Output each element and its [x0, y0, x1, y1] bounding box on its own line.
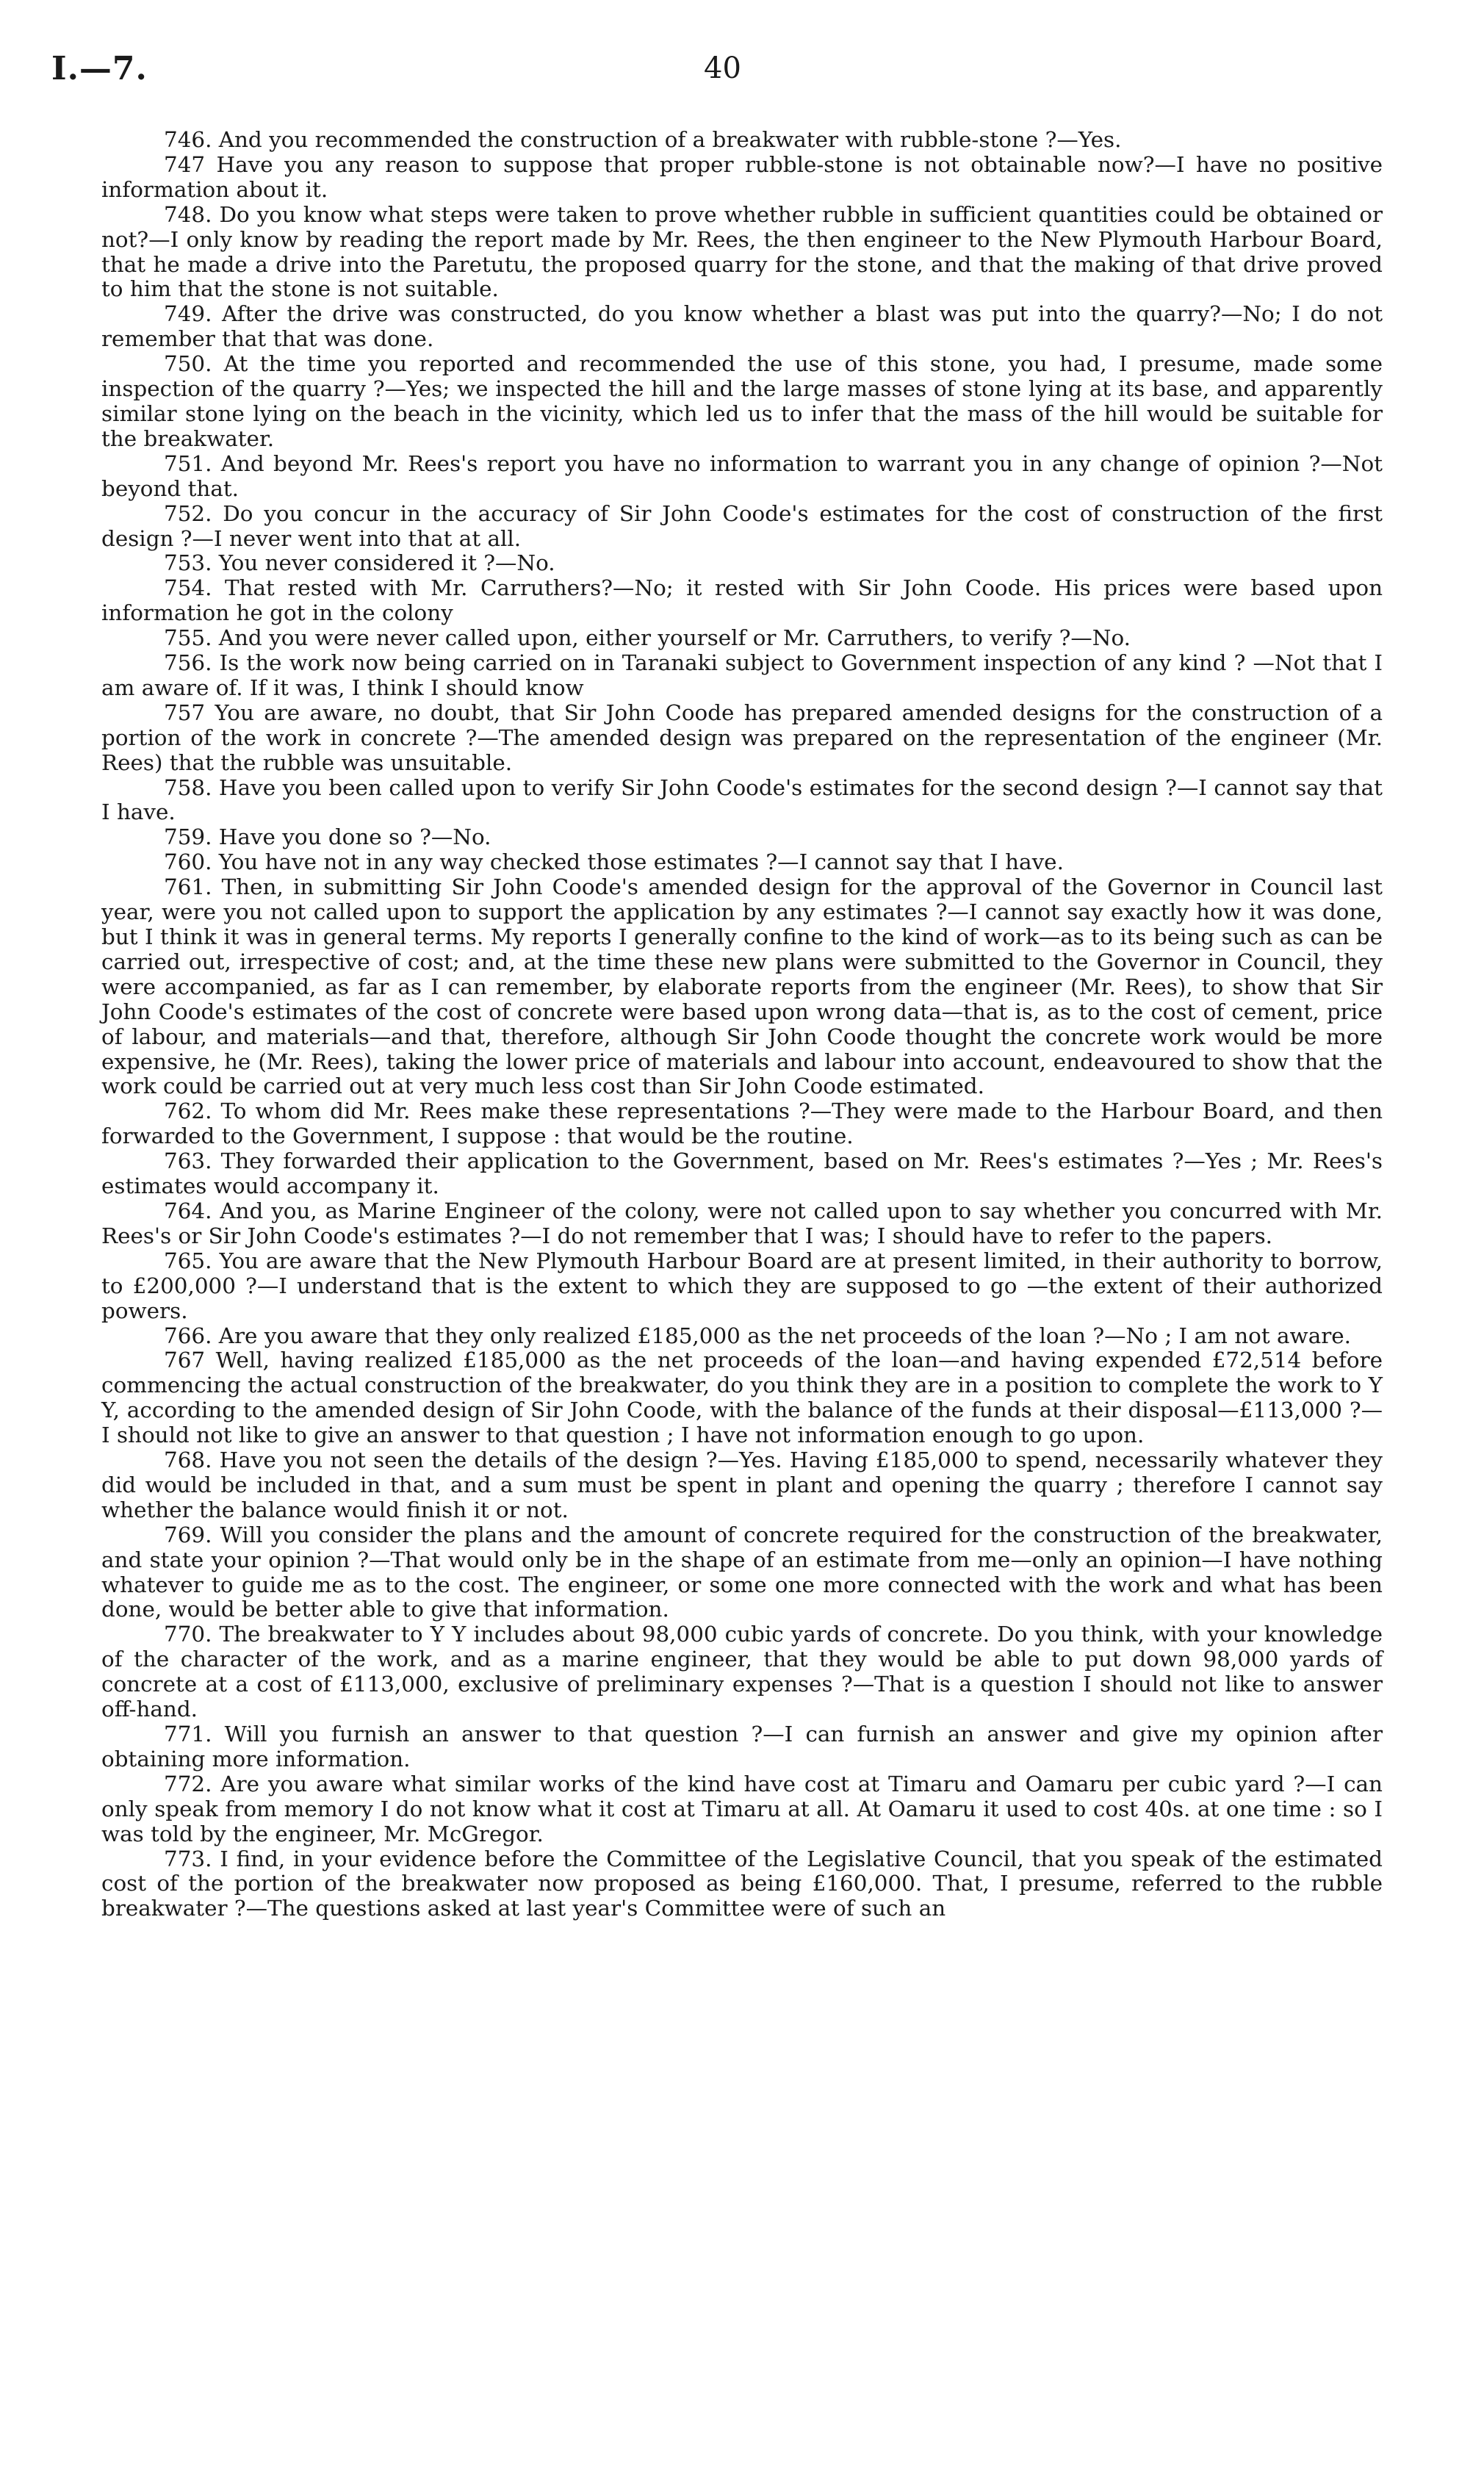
page-header	[51, 44, 1383, 96]
question-paragraph: 762. To whom did Mr. Rees make these representations ?—They were made to the Harbour Board, and then forwarded to the Government, I suppose : that would be the routine.	[101, 1098, 1383, 1149]
question-paragraph: 754. That rested with Mr. Carruthers?—No; it rested with Sir John Coode. His prices were based upon information he got in the colony	[101, 575, 1383, 626]
question-paragraph: 766. Are you aware that they only realized £185,000 as the net proceeds of the loan ?—No ; I am not aware.	[164, 1323, 1352, 1348]
question-paragraph: 771. Will you furnish an answer to that question ?—I can furnish an answer and give my opinion after obtaining more information.	[101, 1722, 1383, 1771]
question-paragraph: 759. Have you done so ?—No.	[164, 824, 491, 850]
question-paragraph: 770. The breakwater to Y Y includes about 98,000 cubic yards of concrete. Do you think, with your knowledge of the character of the work, and as a marine engineer, that they would be able to put down 98,000 yards of concrete at a cost of £113,000, exclusive of preliminary expenses ?—That is a question I should not like to answer off-hand.	[101, 1622, 1383, 1722]
question-paragraph: 755. And you were never called upon, either yourself or Mr. Carruthers, to verify ?—No.	[164, 625, 1131, 651]
question-paragraph: 748. Do you know what steps were taken to prove whether rubble in sufficient quantities could be obtained or not?—I only know by reading the report made by Mr. Rees, the then engineer to the New Plymouth Harbour Board, that he made a drive into the Paretutu, the proposed quarry for the stone, and that the making of that drive proved to him that the stone is not suitable.	[101, 201, 1383, 302]
question-paragraph: 772. Are you aware what similar works of the kind have cost at Timaru and Oamaru per cubic yard ?—I can only speak from memory I do not know what it cost at Timaru at all. At Oamaru it used to cost 40s. at one time : so I was told by the engineer, Mr. McGregor.	[101, 1771, 1383, 1846]
question-paragraph: 773. I find, in your evidence before the Committee of the Legislative Council, that you speak of the estimated cost of the portion of the breakwater now proposed as being £160,000. That, I presume, referred to the rubble breakwater ?—The questions asked at last year's Committee were of such an	[101, 1846, 1383, 1921]
question-paragraph: 749. After the drive was constructed, do you know whether a blast was put into the quarry?—No; I do not remember that that was done.	[101, 301, 1383, 352]
question-paragraph: 758. Have you been called upon to verify Sir John Coode's estimates for the second design ?—I cannot say that I have.	[101, 774, 1383, 825]
page-number: 40	[704, 51, 741, 85]
question-paragraph: 752. Do you concur in the accuracy of Sir John Coode's estimates for the cost of construction of the first design ?—I never went into that at all.	[101, 500, 1383, 551]
question-paragraph: 750. At the time you reported and recommended the use of this stone, you had, I presume, made some inspection of the quarry ?—Yes; we inspected the hill and the large masses of stone lying at its base, and apparently similar stone lying on the beach in the vicinity, which led us to infer that the mass of the hill would be suitable for the breakwater.	[101, 351, 1383, 451]
question-paragraph: 756. Is the work now being carried on in Taranaki subject to Government inspection of any kind ? —Not that I am aware of. If it was, I think I should know	[101, 650, 1383, 700]
question-paragraph: 761. Then, in submitting Sir John Coode's amended design for the approval of the Governor in Council last year, were you not called upon to support the application by any estimates ?—I cannot say exactly how it was done, but I think it was in general terms. My reports I generally confine to the kind of work—as to its being such as can be carried out, irrespective of cost; and, at the time these new plans were submitted to the Governor in Council, they were accompanied, as far as I can remember, by elaborate reports from the engineer (Mr. Rees), to show that Sir John Coode's estimates of the cost of concrete were based upon wrong data—that is, as to the cost of cement, price of labour, and materials—and that, therefore, although Sir John Coode thought the concrete work would be more expensive, he (Mr. Rees), taking the lower price of materials and labour into account, endeavoured to show that the work could be carried out at very much less cost than Sir John Coode estimated.	[101, 874, 1383, 1099]
document-reference: I.—7.	[51, 50, 148, 87]
question-paragraph: 757 You are aware, no doubt, that Sir John Coode has prepared amended designs for the construction of a portion of the work in concrete ?—The amended design was prepared on the representation of the engineer (Mr. Rees) that the rubble was unsuitable.	[101, 699, 1383, 775]
question-paragraph: 746. And you recommended the construction of a breakwater with rubble-stone ?—Yes.	[164, 127, 1122, 152]
question-paragraph: 747 Have you any reason to suppose that proper rubble-stone is not obtainable now?—I have no positive information about it.	[101, 151, 1383, 202]
question-paragraph: 765. You are aware that the New Plymouth Harbour Board are at present limited, in their authority to borrow, to £200,000 ?—I understand that is the extent to which they are supposed to go —the extent of their authorized powers.	[101, 1248, 1383, 1323]
question-paragraph: 751. And beyond Mr. Rees's report you have no information to warrant you in any change of opinion ?—Not beyond that.	[101, 450, 1383, 501]
question-paragraph: 753. You never considered it ?—No.	[164, 550, 555, 576]
document-page	[51, 44, 1383, 1921]
question-paragraph: 760. You have not in any way checked those estimates ?—I cannot say that I have.	[164, 849, 1064, 875]
question-paragraph: 769. Will you consider the plans and the amount of concrete required for the construction of the breakwater, and state your opinion ?—That would only be in the shape of an estimate from me—only an opinion—I have nothing whatever to guide me as to the cost. The engineer, or some one more connected with the work and what has been done, would be better able to give that information.	[101, 1522, 1383, 1622]
question-paragraph: 767 Well, having realized £185,000 as the net proceeds of the loan—and having expended £72,514 before commencing the actual construction of the breakwater, do you think they are in a position to complete the work to Y Y, according to the amended design of Sir John Coode, with the balance of the funds at their disposal—£113,000 ?—I should not like to give an answer to that question ; I have not information enough to go upon.	[101, 1348, 1383, 1448]
question-paragraph: 768. Have you not seen the details of the design ?—Yes. Having £185,000 to spend, necessarily whatever they did would be included in that, and a sum must be spent in plant and opening the quarry ; therefore I cannot say whether the balance would finish it or not.	[101, 1447, 1383, 1522]
body-text	[101, 128, 1383, 1921]
question-paragraph: 764. And you, as Marine Engineer of the colony, were not called upon to say whether you concurred with Mr. Rees's or Sir John Coode's estimates ?—I do not remember that I was; I should have to refer to the papers.	[101, 1198, 1383, 1248]
question-paragraph: 763. They forwarded their application to the Government, based on Mr. Rees's estimates ?—Yes ; Mr. Rees's estimates would accompany it.	[101, 1148, 1383, 1199]
